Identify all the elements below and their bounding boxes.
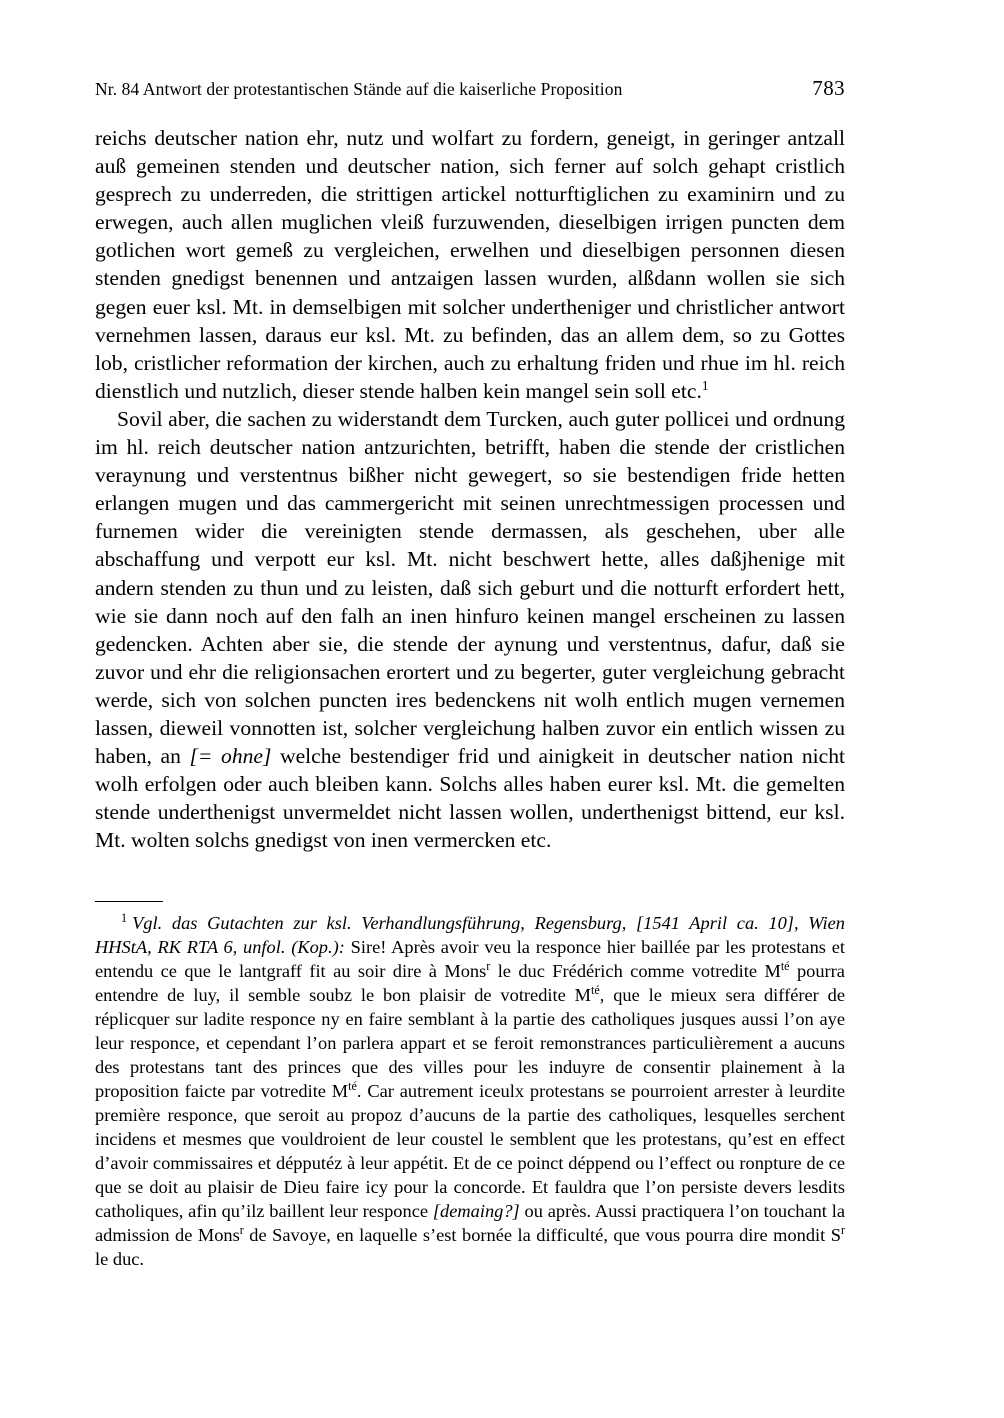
running-head (95, 76, 845, 102)
editorial-insertion-ohne: [= ohne] (189, 744, 272, 769)
footnote-block (95, 911, 845, 1271)
footnote-superscript-majeste-3: té (348, 1078, 357, 1093)
body-paragraph-2 (95, 405, 845, 855)
footnote-text-part-1: Sire! Après avoir veu la responce hier baillée par les protestans et entendu ce que le lantgraff fit au soir dire à Mons (95, 937, 845, 981)
footnote-text-part-2: le duc Frédérich comme votredite M (490, 961, 781, 981)
footnote-1 (95, 911, 845, 1271)
body-paragraph-2-text-part-1: Sovil aber, die sachen zu widerstandt dem Turcken, auch guter pollicei und ordnung im hl. reich deutscher nation antzurichten, betrifft, haben die stende der cristlichen veraynung und verstentnus bißher nicht gewegert, so sie bestendigen fride hetten erlangen mugen und das cammergericht mit seinen unrechtmessigen processen und furnemen wider die vereinigten stende dermassen, als geschehen, uber alle abschaffung und verpott eur ksl. Mt. nicht beschwert hette, alles daßjhenige mit andern stenden zu thun und zu leisten, daß sich geburt und die notturft erfordert hett, wie sie dann noch auf den falh an inen hinfuro keinen mangel erscheinen zu lassen gedencken. Achten aber sie, die stende der aynung und verstentnus, dafur, daß sie zuvor und ehr die religionsachen erortert und zu begerter, guter vergleichung gebracht werde, sich von solchen puncten ires bedenckens nit wolh entlich mugen vernemen lassen, dieweil vonnotten ist, solcher vergleichung halben zuvor ein entlich wissen zu haben, an (95, 406, 845, 769)
footnote-superscript-monsr-1: r (486, 958, 491, 973)
footnote-superscript-majeste-1: té (780, 958, 790, 973)
body-paragraph-2-text-part-2: welche bestendiger frid und ainigkeit in deutscher nation nicht wolh erfolgen oder auch bleiben kann. Solchs alles haben eurer ksl. Mt. die gemelten stende underthenigst unvermeldet nicht lassen wollen, underthenigst bittend, eur ksl. Mt. wolten solchs gnedigst von inen vermercken etc. (95, 744, 845, 853)
footnote-reference-1[interactable]: 1 (701, 377, 709, 393)
body-paragraph-1-text: reichs deutscher nation ehr, nutz und wolfart zu fordern, geneigt, in geringer antzall auß gemeinen stenden und deutscher nation, sich ferner auf solch gehapt cristlich gesprech zu underreden, die strittigen artickel notturftiglichen zu examinirn und zu erwegen, auch allen muglichen vleiß furzuwenden, dieselbigen irrigen puncten dem gotlichen wort gemeß zu vergleichen, erwelhen und dieselbigen personnen diesen stenden gnedigst benennen und antzaigen lassen wurden, alßdann wollen sie sich gegen euer ksl. Mt. in demselbigen mit solcher undertheniger und christlicher antwort vernehmen lassen, daraus eur ksl. Mt. zu befinden, das an allem dem, so zu Gottes lob, cristlicher reformation der kirchen, auch zu erhaltung friden und rhue im hl. reich dienstlich und nutzlich, dieser stende halben kein mangel sein soll etc. (95, 126, 845, 403)
footnote-superscript-sieur: r (840, 1222, 845, 1237)
footnote-text-part-5: . Car autrement iceulx protestans se pourroient arrester à leurdite première responce, que seroit au propoz d’aucuns de la partie des catholiques, lesquelles serchent incidens et mesmes que vouldroient de leur coustel le semblent que les protestans, qu’est en effect d’avoir commissaires et dépputéz à leur appétit. Et de ce poinct déppend ou l’effect ou ronpture de ce que se doit au plaisir de Dieu faire icy pour la concorde. Et fauldra que l’on persiste devers lesdits catholiques, afin qu’ilz baillent leur responce (95, 1081, 845, 1221)
footnote-separator-rule (95, 901, 163, 902)
footnote-number: 1 (121, 910, 128, 925)
page-number: 783 (812, 76, 845, 100)
footnote-text-part-8: le duc. (95, 1249, 145, 1269)
body-paragraph-1 (95, 124, 845, 405)
footnote-citation: Vgl. das Gutachten zur ksl. Verhandlungsführung, Regensburg, [1541 April ca. 10], Wien HHStA, RK RTA 6, unfol. (Kop.): (95, 913, 845, 957)
footnote-text-part-6: ou après. Aussi practiquera l’on touchant la admission de Mons (95, 1201, 845, 1245)
footnote-text-part-3: pourra entendre de luy, il semble soubz le bon plaisir de votredite M (95, 961, 845, 1005)
footnote-superscript-monsr-2: r (239, 1222, 244, 1237)
body-text-block (95, 124, 845, 854)
editorial-insertion-demaing: [demaing?] (432, 1201, 520, 1221)
running-head-title: Nr. 84 Antwort der protestantischen Stände auf die kaiserliche Proposition (95, 79, 623, 99)
footnote-text-part-4: , que le mieux sera différer de réplicquer sur ladite responce ny en faire semblant à la partie des catholiques jusques aussi l’on aye leur responce, et cependant l’on parlera appart et se feroit remonstrances particulièrement a aucuns des protestans tant des princes que des villes pour les induyre de consentir plainement à la proposition faicte par votredite M (95, 985, 845, 1101)
footnote-superscript-majeste-2: té (591, 982, 600, 997)
footnote-text-part-7: de Savoye, en laquelle s’est bornée la difficulté, que vous pourra dire mondit S (243, 1225, 841, 1245)
